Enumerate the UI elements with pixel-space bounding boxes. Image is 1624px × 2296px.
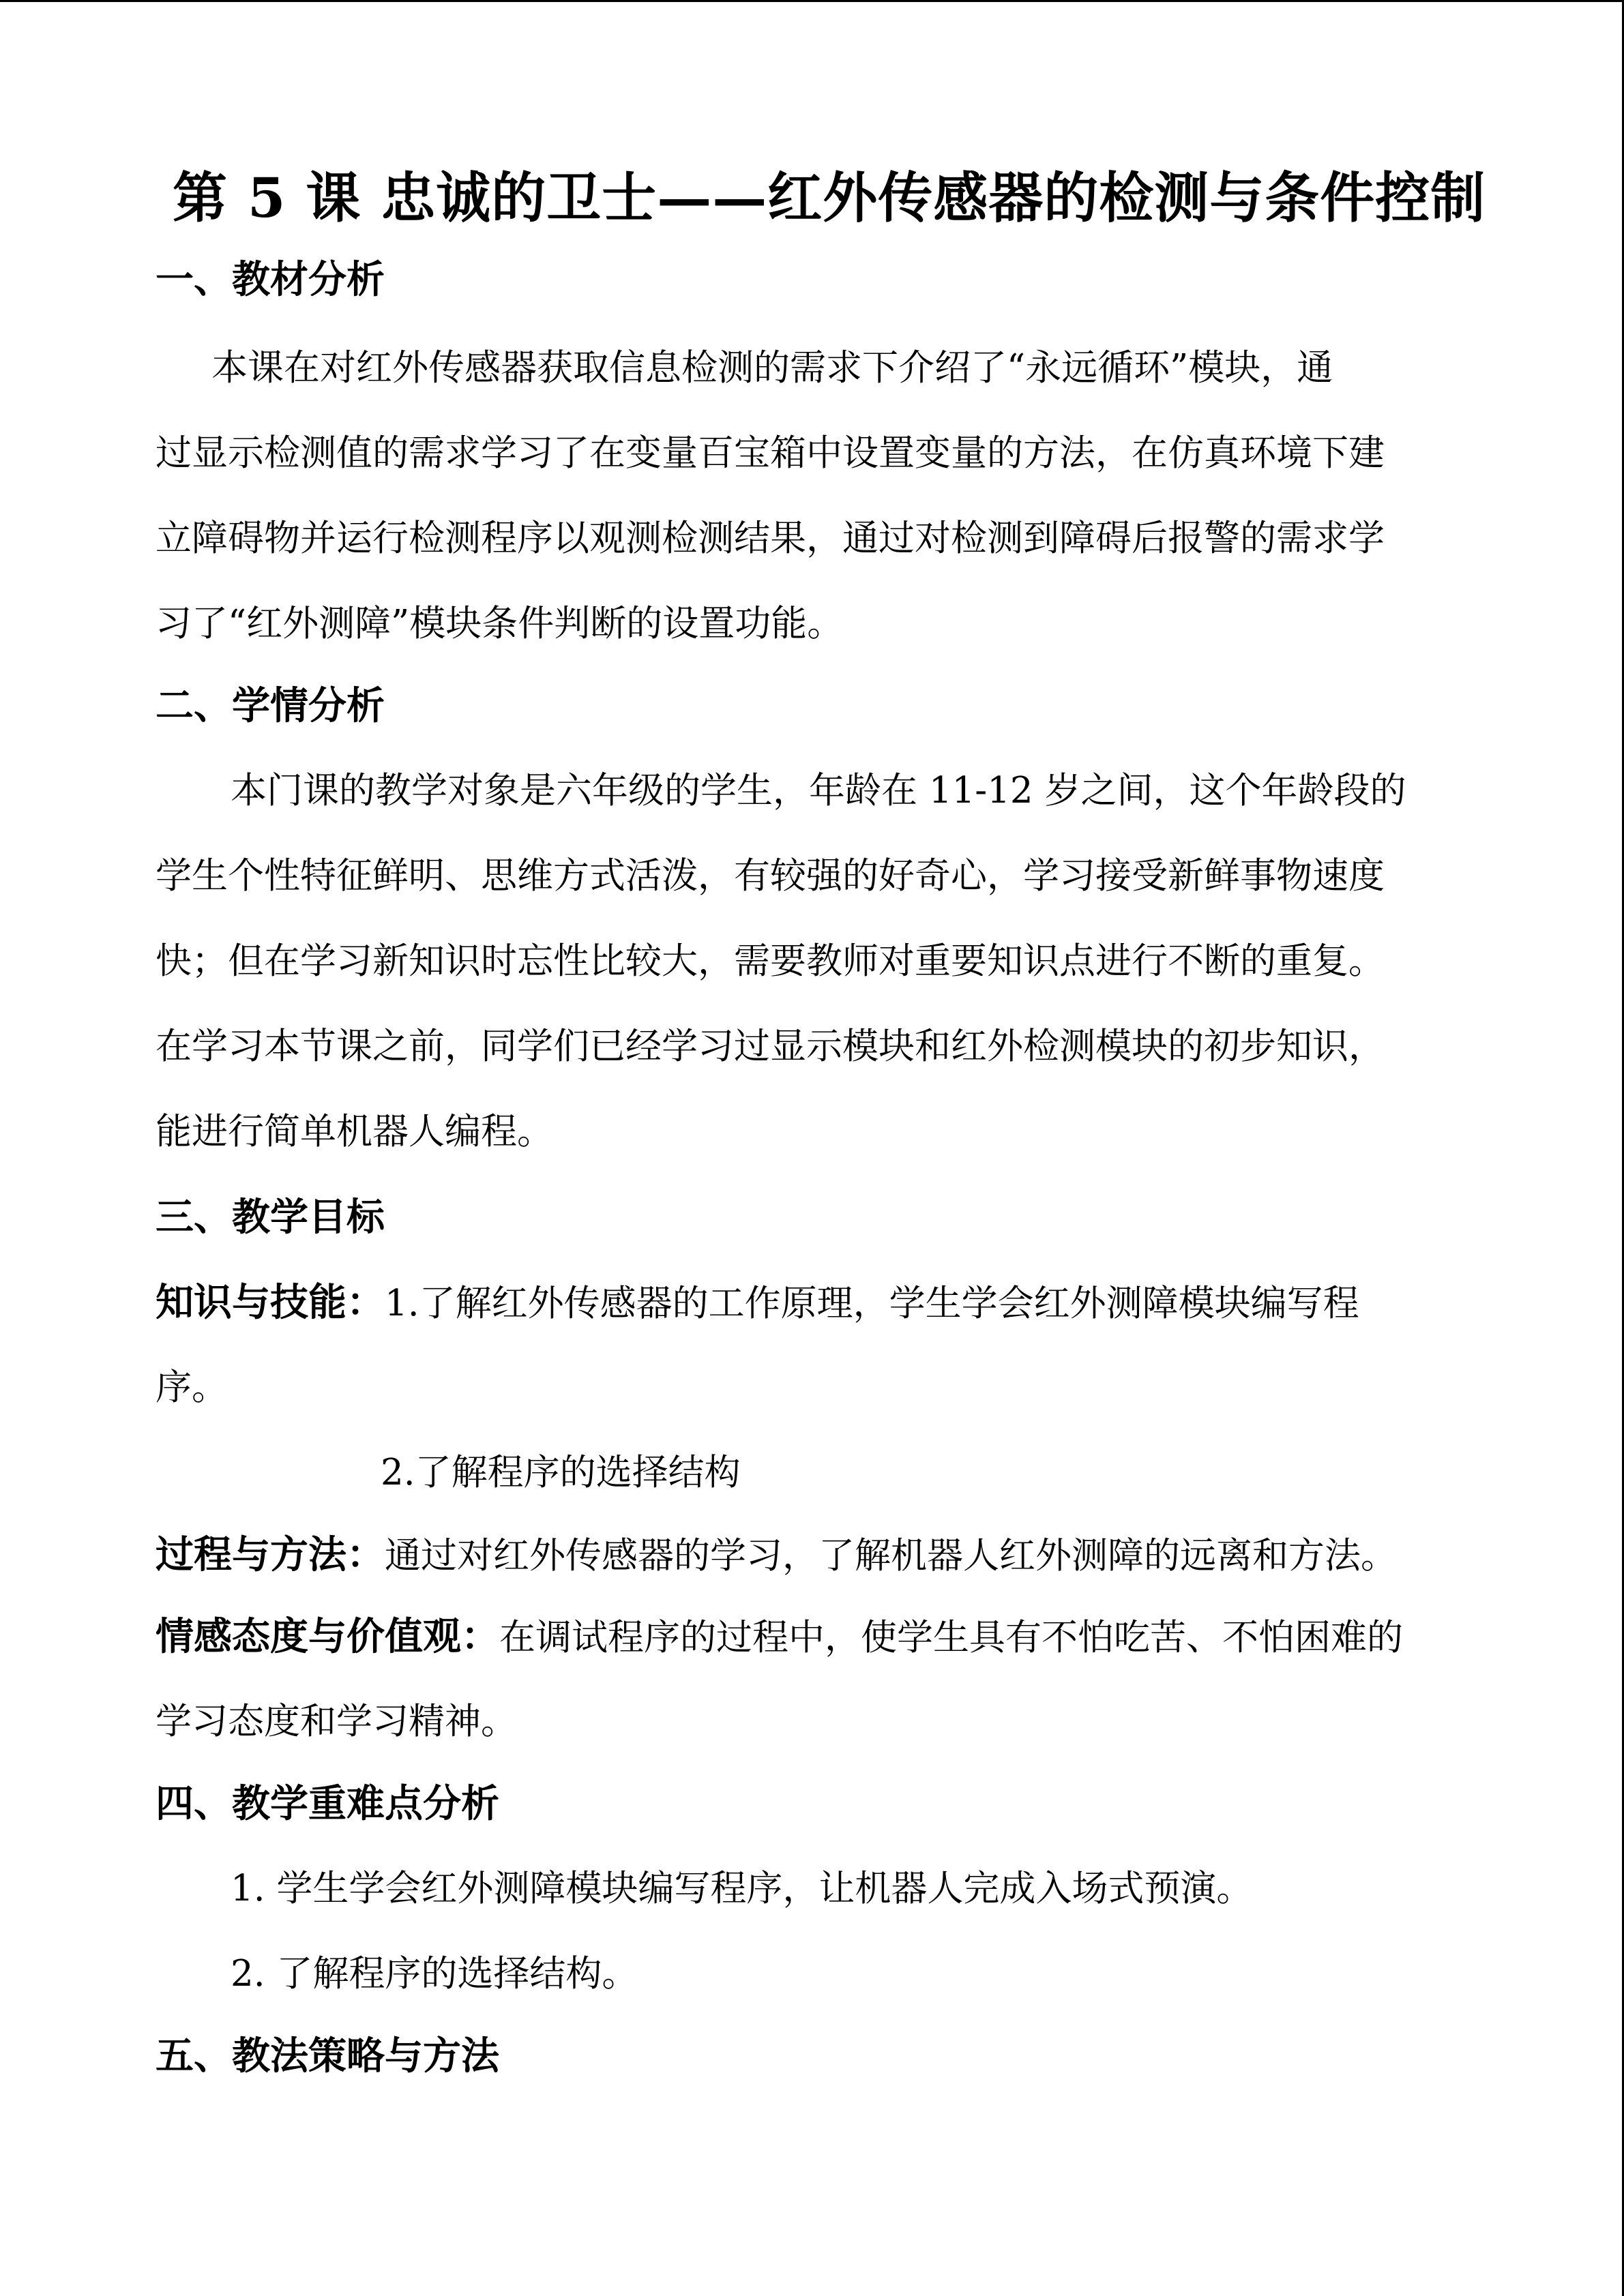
section-heading-teaching-strategies: 五、教法策略与方法 bbox=[156, 2033, 499, 2078]
objective-sub-item: 2.了解程序的选择结构 bbox=[381, 1452, 741, 1493]
objective-process-methods bbox=[156, 1527, 1397, 1583]
top-border-line bbox=[0, 0, 1624, 2]
paragraph-line: 能进行简单机器人编程。 bbox=[156, 1111, 553, 1152]
section-heading-teaching-objectives: 三、教学目标 bbox=[156, 1195, 385, 1240]
paragraph-line: 序。 bbox=[156, 1367, 228, 1408]
objective-text: 通过对红外传感器的学习，了解机器人红外测障的远离和方法。 bbox=[385, 1535, 1397, 1577]
objective-emotion-values bbox=[156, 1609, 1403, 1665]
document-title: 第 5 课 忠诚的卫士——红外传感器的检测与条件控制 bbox=[173, 166, 1486, 230]
objective-text: 在调试程序的过程中，使学生具有不怕吃苦、不怕困难的 bbox=[499, 1617, 1403, 1658]
paragraph-line: 本课在对红外传感器获取信息检测的需求下介绍了“永远循环”模块，通 bbox=[211, 347, 1333, 389]
objective-label: 知识与技能： bbox=[156, 1280, 385, 1325]
paragraph-line: 本门课的教学对象是六年级的学生，年龄在 11-12 岁之间，这个年龄段的 bbox=[231, 770, 1406, 811]
section-heading-learner-analysis: 二、学情分析 bbox=[156, 683, 385, 728]
objective-label: 过程与方法： bbox=[156, 1532, 385, 1577]
section-heading-textbook-analysis: 一、教材分析 bbox=[156, 257, 385, 302]
paragraph-line: 在学习本节课之前，同学们已经学习过显示模块和红外检测模块的初步知识， bbox=[156, 1026, 1385, 1067]
paragraph-line: 习了“红外测障”模块条件判断的设置功能。 bbox=[156, 603, 844, 644]
paragraph-line: 立障碍物并运行检测程序以观测检测结果，通过对检测到障碍后报警的需求学 bbox=[156, 518, 1385, 559]
paragraph-line: 学生个性特征鲜明、思维方式活泼，有较强的好奇心，学习接受新鲜事物速度 bbox=[156, 855, 1385, 897]
objective-knowledge-skills bbox=[156, 1275, 1359, 1331]
objective-text: 1.了解红外传感器的工作原理，学生学会红外测障模块编写程 bbox=[385, 1283, 1359, 1324]
paragraph-line: 过显示检测值的需求学习了在变量百宝箱中设置变量的方法，在仿真环境下建 bbox=[156, 432, 1385, 474]
list-item: 1. 学生学会红外测障模块编写程序，让机器人完成入场式预演。 bbox=[231, 1868, 1253, 1909]
section-heading-key-difficulties: 四、教学重难点分析 bbox=[156, 1781, 499, 1826]
paragraph-line: 快；但在学习新知识时忘性比较大，需要教师对重要知识点进行不断的重复。 bbox=[156, 940, 1385, 982]
objective-label: 情感态度与价值观： bbox=[156, 1614, 499, 1659]
paragraph-line: 学习态度和学习精神。 bbox=[156, 1701, 517, 1742]
list-item: 2. 了解程序的选择结构。 bbox=[231, 1953, 638, 1995]
